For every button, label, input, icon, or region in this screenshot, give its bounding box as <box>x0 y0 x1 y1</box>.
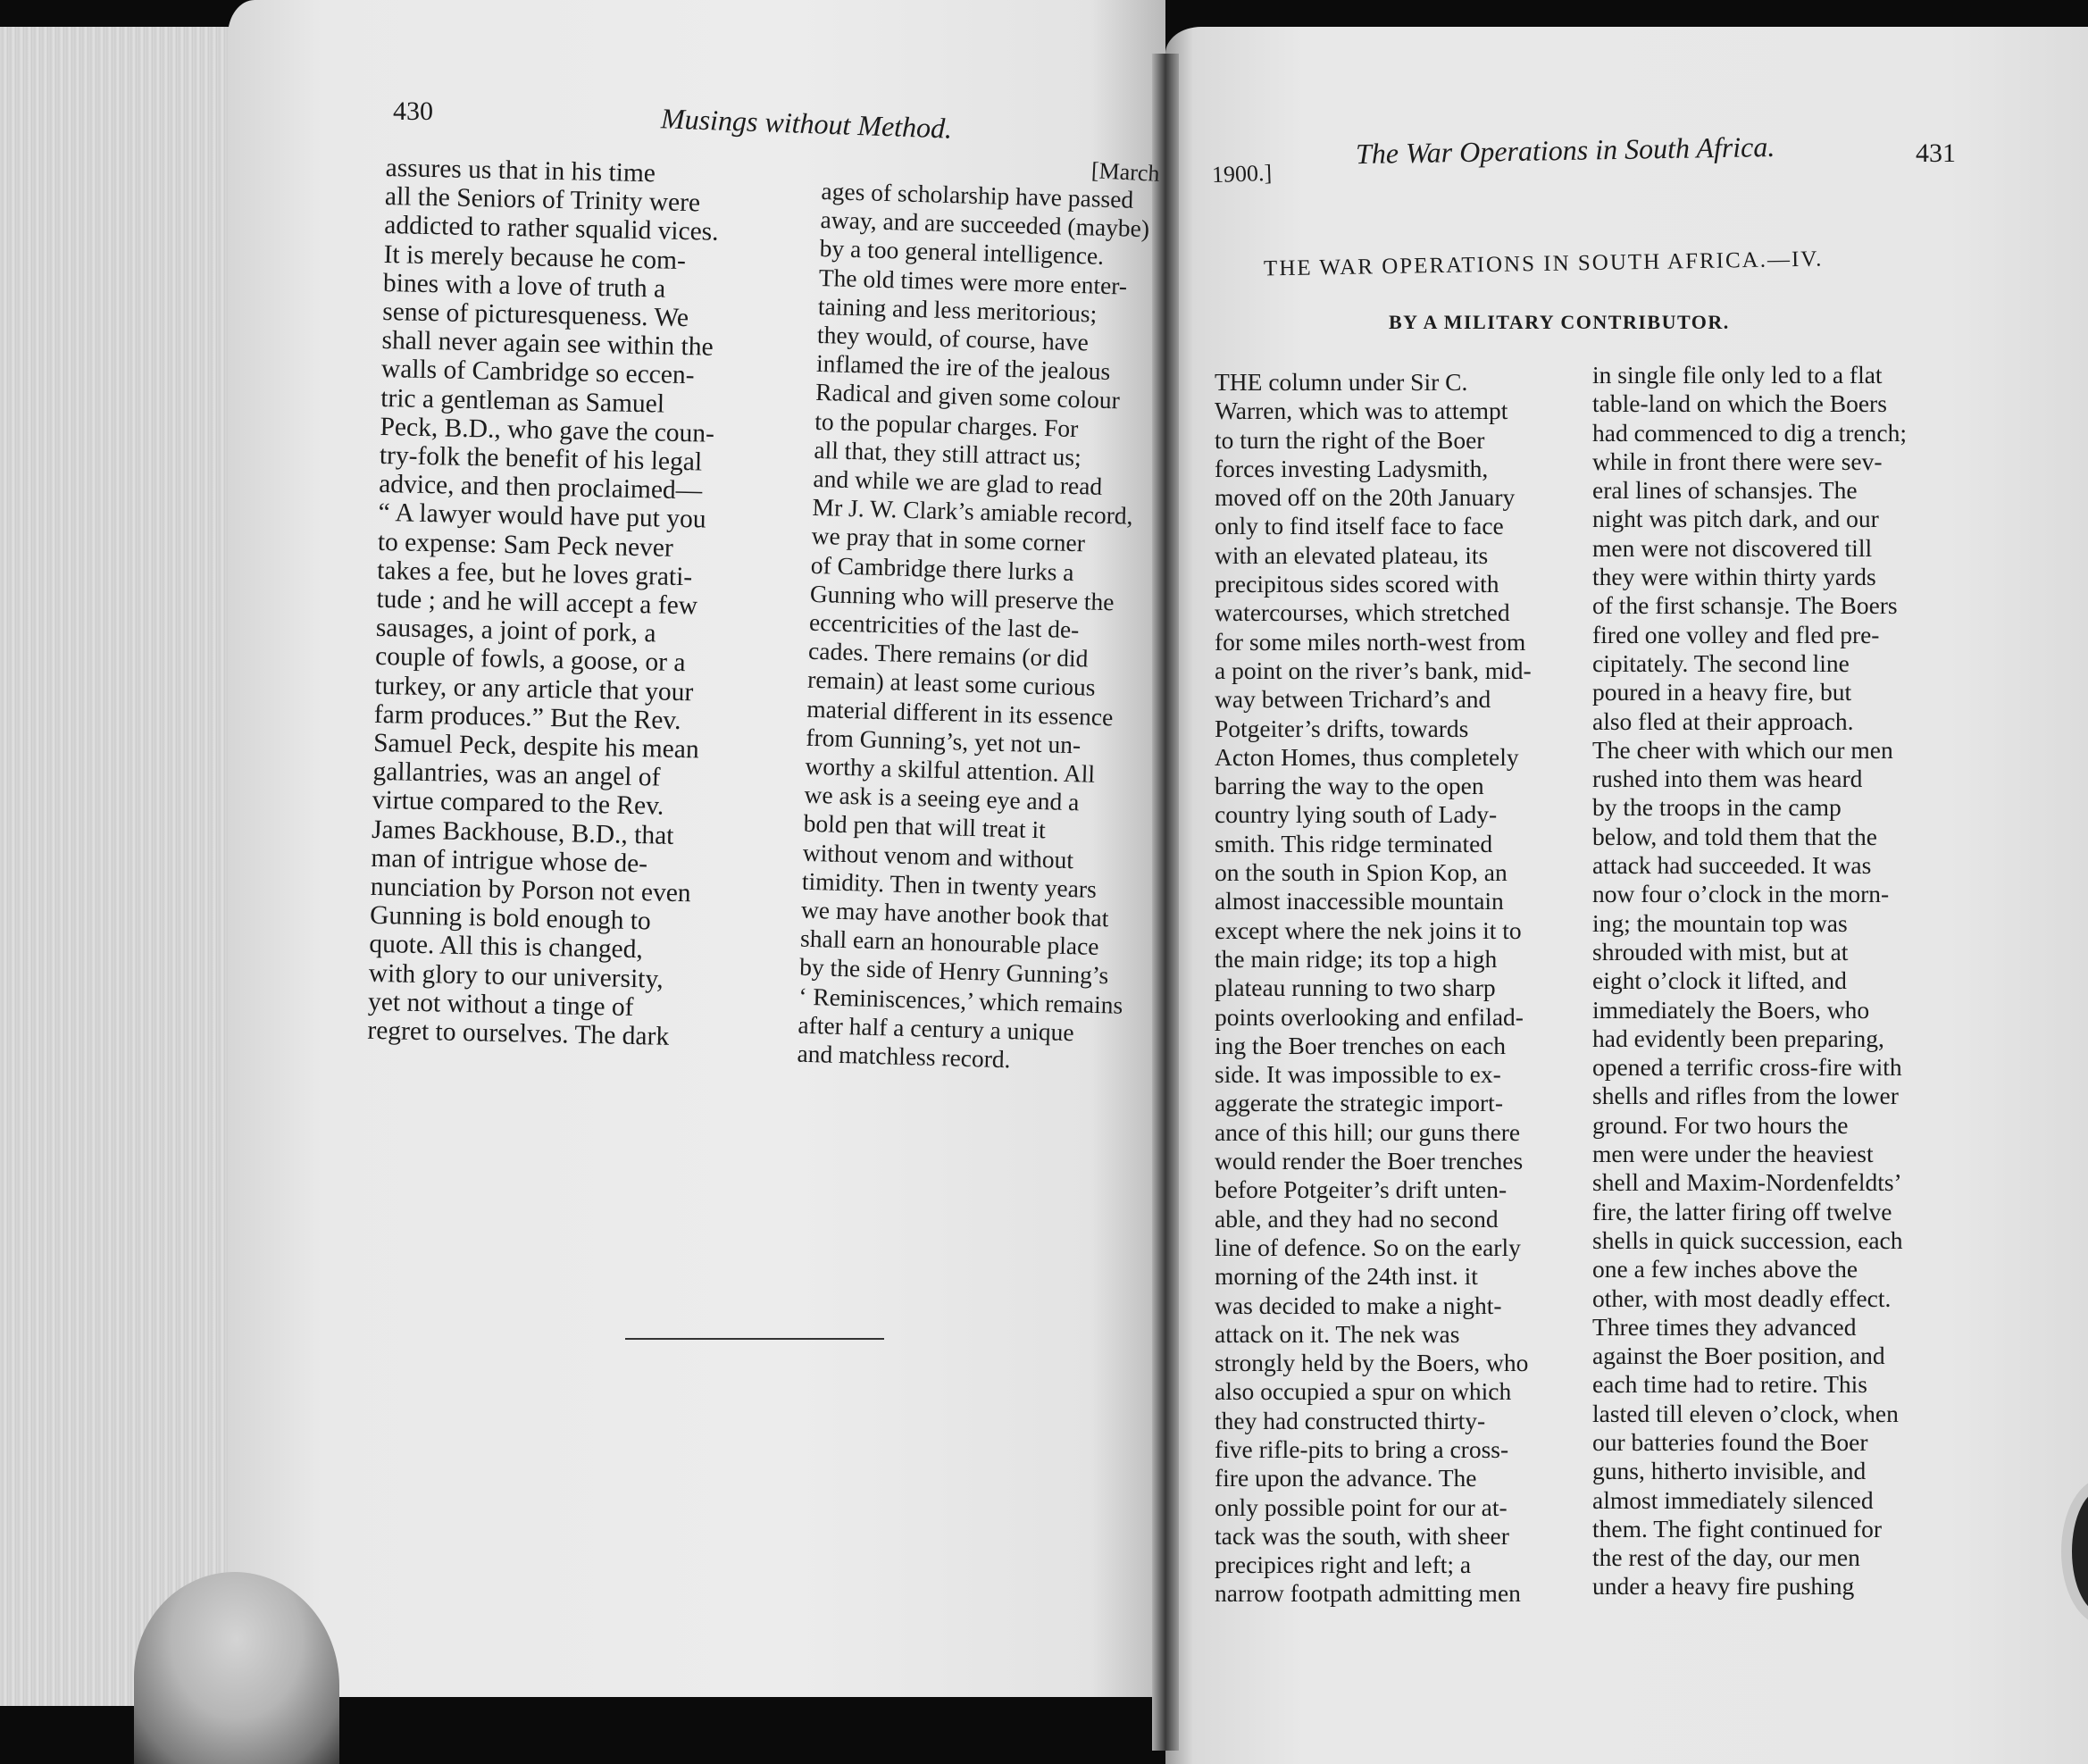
text-line: shall never again see within the <box>381 326 714 362</box>
text-line: shrouded with mist, but at <box>1592 937 1849 966</box>
text-line: and matchless record. <box>797 1039 1011 1074</box>
text-line: quote. All this is changed, <box>369 930 644 965</box>
left-date-tag: [March <box>1090 157 1161 187</box>
left-column-2 <box>797 177 1150 1077</box>
text-line: of the first schansje. The Boers <box>1592 591 1898 620</box>
text-line: way between Trichard’s and <box>1215 685 1491 714</box>
text-line: farm produces.” But the Rev. <box>373 699 681 735</box>
text-line: precipices right and left; a <box>1215 1551 1472 1579</box>
text-line: morning of the 24th inst. it <box>1215 1262 1478 1291</box>
right-column-2 <box>1592 361 1907 1601</box>
text-line: tude ; and he will accept a few <box>376 584 698 621</box>
text-line: without venom and without <box>802 838 1074 874</box>
text-line: material different in its essence <box>806 694 1114 731</box>
text-line: lasted till eleven o’clock, when <box>1592 1399 1899 1427</box>
text-line: Peck, B.D., who gave the coun- <box>380 412 715 448</box>
text-line: line of defence. So on the early <box>1215 1233 1521 1261</box>
text-line: had evidently been preparing, <box>1592 1024 1884 1052</box>
text-line: turkey, or any article that your <box>374 671 694 706</box>
text-line: now four o’clock in the morn- <box>1592 880 1890 908</box>
text-line: night was pitch dark, and our <box>1592 505 1879 533</box>
text-line: cipitately. The second line <box>1592 648 1850 677</box>
text-line: shall earn an honourable place <box>799 924 1099 961</box>
text-line: away, and are succeeded (maybe) <box>820 205 1150 243</box>
text-line: sausages, a joint of pork, a <box>375 614 656 648</box>
text-line: bines with a love of truth a <box>382 268 666 304</box>
text-line: moved off on the 20th January <box>1215 483 1516 512</box>
text-line: would render the Boer trenches <box>1215 1147 1524 1175</box>
text-line: bold pen that will treat it <box>803 809 1047 844</box>
text-line: the rest of the day, our men <box>1592 1543 1860 1572</box>
text-line: taining and less meritorious; <box>817 291 1098 328</box>
text-line: ages of scholarship have passed <box>821 177 1134 213</box>
text-line: each time had to retire. This <box>1592 1370 1867 1399</box>
right-date-tag: 1900.] <box>1211 159 1273 188</box>
text-line: takes a fee, but he loves grati- <box>376 556 693 592</box>
text-line: narrow footpath admitting men <box>1215 1579 1521 1608</box>
text-line: by the side of Henry Gunning’s <box>798 953 1109 990</box>
text-line: with glory to our university, <box>368 958 664 994</box>
text-line: ‘ Reminiscences,’ which remains <box>798 982 1123 1019</box>
text-line: before Potgeiter’s drift unten- <box>1215 1175 1508 1204</box>
text-line: precipitous sides scored with <box>1215 570 1499 598</box>
text-line: and while we are glad to read <box>813 464 1103 500</box>
text-line: Radical and given some colour <box>814 378 1121 414</box>
text-line: ance of this hill; our guns there <box>1215 1117 1521 1146</box>
text-line: they were within thirty yards <box>1592 563 1876 591</box>
text-line: they had constructed thirty- <box>1215 1406 1486 1434</box>
text-line: virtue compared to the Rev. <box>372 786 664 822</box>
text-line: forces investing Ladysmith, <box>1215 454 1489 482</box>
article-title: THE WAR OPERATIONS IN SOUTH AFRICA.—IV. <box>1263 247 1824 281</box>
right-page-number: 431 <box>1916 138 1956 168</box>
text-line: walls of Cambridge so eccen- <box>380 355 695 390</box>
text-line: inflamed the ire of the jealous <box>815 349 1111 386</box>
text-line: by a too general intelligence. <box>819 234 1105 271</box>
text-line: worthy a skilful attention. All <box>805 751 1096 788</box>
text-line: of Cambridge there lurks a <box>810 550 1074 586</box>
text-line: fire, the latter firing off twelve <box>1592 1197 1892 1225</box>
text-line: Samuel Peck, despite his mean <box>372 728 700 765</box>
text-line: eral lines of schansjes. The <box>1592 476 1858 505</box>
text-line: tack was the south, with sheer <box>1215 1521 1509 1550</box>
text-line: THE column under Sir C. <box>1215 368 1468 396</box>
right-column-1 <box>1215 368 1532 1609</box>
text-line: they would, of course, have <box>816 320 1090 356</box>
text-line: cades. There remains (or did <box>807 637 1089 673</box>
text-line: ing; the mountain top was <box>1592 908 1848 937</box>
left-column-1 <box>367 154 720 1052</box>
text-line: on the south in Spion Kop, an <box>1215 858 1508 887</box>
text-line: points overlooking and enfilad- <box>1215 1002 1524 1031</box>
section-divider-rule <box>625 1338 884 1340</box>
text-line: couple of fowls, a goose, or a <box>374 642 686 678</box>
text-line: the main ridge; its top a high <box>1215 944 1498 973</box>
text-line: “ A lawyer would have put you <box>378 498 706 535</box>
text-line: country lying south of Lady- <box>1215 800 1498 829</box>
text-line: almost inaccessible mountain <box>1215 887 1504 915</box>
text-line: advice, and then proclaimed— <box>378 470 703 506</box>
text-line: guns, hitherto invisible, and <box>1592 1457 1867 1485</box>
text-line: poured in a heavy fire, but <box>1592 678 1852 706</box>
text-line: regret to ourselves. The dark <box>367 1016 670 1051</box>
text-line: only possible point for our at- <box>1215 1492 1508 1521</box>
text-line: It is merely because he com- <box>383 239 687 275</box>
text-line: yet not without a tinge of <box>367 987 634 1022</box>
text-line: from Gunning’s, yet not un- <box>806 723 1082 759</box>
text-line: eight o’clock it lifted, and <box>1592 966 1847 995</box>
text-line: to expense: Sam Peck never <box>377 527 674 563</box>
text-line: Mr J. W. Clark’s amiable record, <box>812 493 1133 531</box>
text-line: man of intrigue whose de- <box>371 843 648 879</box>
text-line: table-land on which the Boers <box>1592 389 1887 418</box>
text-line: shell and Maxim-Nordenfeldts’ <box>1592 1168 1902 1197</box>
text-line: immediately the Boers, who <box>1592 995 1870 1024</box>
text-line: try-folk the benefit of his legal <box>379 440 703 477</box>
text-line: while in front there were sev- <box>1592 447 1883 475</box>
article-byline: BY A MILITARY CONTRIBUTOR. <box>1389 311 1730 333</box>
text-line: to the popular charges. For <box>814 406 1079 442</box>
left-running-head: Musings without Method. <box>660 102 953 145</box>
text-line: gallantries, was an angel of <box>372 757 661 792</box>
text-line: against the Boer position, and <box>1592 1342 1885 1370</box>
text-line: timidity. Then in twenty years <box>801 866 1098 903</box>
text-line: our batteries found the Boer <box>1592 1427 1868 1456</box>
page-edges <box>0 27 241 1706</box>
text-line: also fled at their approach. <box>1592 706 1854 735</box>
text-line: by the troops in the camp <box>1592 793 1842 822</box>
text-line: shells and rifles from the lower <box>1592 1082 1899 1110</box>
text-line: Gunning is bold enough to <box>369 901 652 936</box>
text-line: side. It was impossible to ex- <box>1215 1060 1501 1089</box>
text-line: also occupied a spur on which <box>1215 1377 1512 1406</box>
text-line: The cheer with which our men <box>1592 735 1893 764</box>
text-line: tric a gentleman as Samuel <box>380 383 665 419</box>
text-line: Gunning who will preserve the <box>809 579 1115 616</box>
text-line: five rifle-pits to bring a cross- <box>1215 1434 1509 1463</box>
text-line: for some miles north-west from <box>1215 627 1526 656</box>
text-line: attack on it. The nek was <box>1215 1319 1460 1348</box>
text-line: a point on the river’s bank, mid- <box>1215 656 1532 684</box>
text-line: all that, they still attract us; <box>814 435 1082 472</box>
text-line: fire upon the advance. The <box>1215 1464 1477 1492</box>
text-line: assures us that in his time <box>385 154 656 188</box>
text-line: aggerate the strategic import- <box>1215 1089 1503 1117</box>
text-line: rushed into them was heard <box>1592 765 1863 793</box>
text-line: plateau running to two sharp <box>1215 974 1496 1002</box>
text-line: we may have another book that <box>800 895 1109 932</box>
text-line: under a heavy fire pushing <box>1592 1572 1855 1601</box>
text-line: men were under the heaviest <box>1592 1140 1874 1168</box>
text-line: in single file only led to a flat <box>1592 361 1883 389</box>
text-line: James Backhouse, B.D., that <box>371 815 674 850</box>
left-page-number: 430 <box>393 96 433 126</box>
text-line: with an elevated plateau, its <box>1215 540 1489 569</box>
text-line: we pray that in some corner <box>811 522 1086 557</box>
text-line: addicted to rather squalid vices. <box>383 211 719 247</box>
text-line: opened a terrific cross-fire with <box>1592 1053 1902 1082</box>
text-line: smith. This ridge terminated <box>1215 829 1493 857</box>
text-line: The old times were more enter- <box>818 263 1128 300</box>
text-line: only to find itself face to face <box>1215 512 1504 540</box>
right-running-head: The War Operations in South Africa. <box>1355 130 1775 171</box>
text-line: ing the Boer trenches on each <box>1215 1031 1507 1059</box>
text-line: barring the way to the open <box>1215 772 1484 800</box>
text-line: Three times they advanced <box>1592 1312 1857 1341</box>
text-line: we ask is a seeing eye and a <box>804 781 1080 816</box>
text-line: strongly held by the Boers, who <box>1215 1349 1529 1377</box>
text-line: them. The fight continued for <box>1592 1514 1883 1542</box>
text-line: shells in quick succession, each <box>1592 1225 1903 1254</box>
text-line: Acton Homes, thus completely <box>1215 742 1519 771</box>
text-line: almost immediately silenced <box>1592 1485 1874 1514</box>
text-line: had commenced to dig a trench; <box>1592 418 1908 447</box>
text-line: other, with most deadly effect. <box>1592 1283 1892 1312</box>
text-line: below, and told them that the <box>1592 822 1877 850</box>
text-line: after half a century a unique <box>798 1010 1075 1047</box>
text-line: sense of picturesqueness. We <box>381 297 689 333</box>
text-line: attack had succeeded. It was <box>1592 851 1872 880</box>
text-line: fired one volley and fled pre- <box>1592 620 1880 648</box>
text-line: remain) at least some curious <box>806 665 1096 702</box>
book-gutter <box>1152 54 1179 1751</box>
text-line: to turn the right of the Boer <box>1215 425 1485 454</box>
text-line: all the Seniors of Trinity were <box>384 182 701 218</box>
text-line: was decided to make a night- <box>1215 1291 1502 1319</box>
text-line: ground. For two hours the <box>1592 1110 1849 1139</box>
text-line: nunciation by Porson not even <box>370 872 691 908</box>
text-line: watercourses, which stretched <box>1215 598 1510 627</box>
text-line: one a few inches above the <box>1592 1255 1858 1283</box>
text-line: Potgeiter’s drifts, towards <box>1215 714 1469 742</box>
text-line: except where the nek joins it to <box>1215 915 1522 944</box>
text-line: able, and they had no second <box>1215 1204 1499 1233</box>
text-line: eccentricities of the last de- <box>808 607 1080 644</box>
text-line: Warren, which was to attempt <box>1215 397 1508 425</box>
text-line: men were not discovered till <box>1592 533 1873 562</box>
